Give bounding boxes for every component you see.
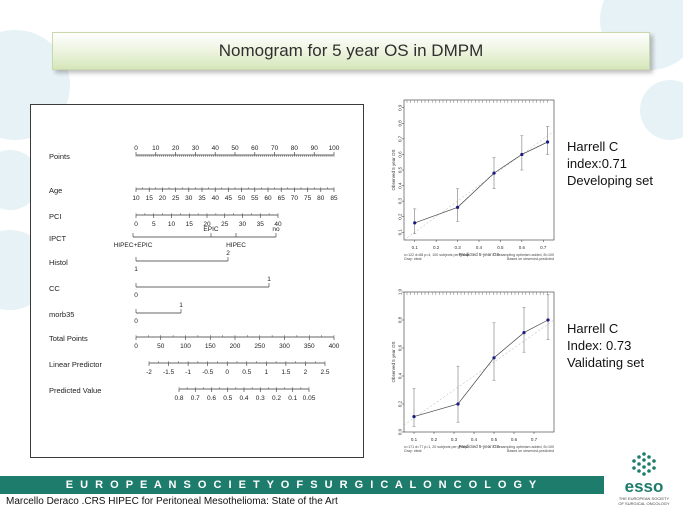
nomogram-tick-label: 90 xyxy=(310,145,318,152)
y-tick-label: 0.2 xyxy=(397,213,403,220)
nomogram-tick-label: -1.5 xyxy=(162,369,175,376)
nomogram-tick-label: 50 xyxy=(237,195,246,202)
nomogram-tick-label: 60 xyxy=(264,195,272,202)
nomogram-tick-label: 5 xyxy=(151,221,156,228)
x-tick-label: 0.1 xyxy=(410,437,418,442)
y-tick-label: 0.5 xyxy=(397,166,403,174)
harrell-index: Index: 0.73 xyxy=(567,338,632,353)
nomogram-panel xyxy=(30,104,364,458)
y-axis-label: Observed 5 year OS xyxy=(391,341,396,383)
nomogram-tick-label: 0.6 xyxy=(206,395,217,402)
y-tick-label: 0.3 xyxy=(397,197,403,205)
nomogram-tick-label: 400 xyxy=(328,343,340,350)
x-tick-label: 0.1 xyxy=(411,245,418,250)
calibration-point xyxy=(546,318,549,321)
caption-right-2: Based on observed-predicted xyxy=(507,449,554,453)
nomogram-tick-label: 25 xyxy=(171,195,180,202)
y-tick-label: 0.4 xyxy=(397,372,403,380)
calibration-plot-developing xyxy=(390,92,558,274)
harrell-line: Harrell C xyxy=(567,139,619,154)
nomogram xyxy=(31,105,363,457)
nomogram-tick-label: 200 xyxy=(229,343,241,350)
nomogram-tick-label: 300 xyxy=(279,343,290,350)
y-tick-label: 0.8 xyxy=(397,120,403,127)
slide-title: Nomogram for 5 year OS in DMPM xyxy=(218,41,484,60)
slide-title-bar xyxy=(52,32,650,70)
nomogram-tick-label: 15 xyxy=(145,195,153,202)
nomogram-tick-label: 10 xyxy=(167,221,176,228)
nomogram-tick-label: 0.3 xyxy=(255,395,265,402)
ideal-line xyxy=(404,320,554,425)
harrell-set: Validating set xyxy=(567,355,645,370)
nomogram-tick-label: 70 xyxy=(270,145,279,152)
x-axis-label: Predicted 5-year OS xyxy=(458,252,500,257)
y-tick-label: 0.0 xyxy=(397,428,403,436)
nomogram-row-label: Linear Predictor xyxy=(49,360,102,369)
nomogram-tick-label: no xyxy=(272,226,280,233)
calibration-point xyxy=(413,221,416,224)
y-tick-label: 1.0 xyxy=(397,288,403,296)
nomogram-tick-label: 1 xyxy=(267,276,271,283)
calibration-point xyxy=(492,356,495,359)
nomogram-tick-label: 0.8 xyxy=(174,395,184,402)
calibration-chart-developing xyxy=(390,92,558,274)
y-tick-label: 0.6 xyxy=(397,151,403,158)
nomogram-tick-label: 85 xyxy=(330,195,338,202)
nomogram-tick-label: 80 xyxy=(317,195,325,202)
nomogram-tick-label: 0.7 xyxy=(190,395,200,402)
nomogram-tick-label: 20 xyxy=(171,145,180,152)
nomogram-tick-label: 150 xyxy=(204,343,216,350)
esso-wordmark: esso xyxy=(624,477,664,496)
nomogram-tick-label: 70 xyxy=(290,195,299,202)
nomogram-tick-label: 100 xyxy=(328,145,340,152)
y-tick-label: 0.4 xyxy=(397,182,403,189)
nomogram-row-label: PCI xyxy=(49,212,62,221)
caption-left: n=171 d=77 p=1, 20 subjects per group xyxy=(404,445,467,449)
nomogram-tick-label: 1 xyxy=(134,266,138,273)
y-tick-label: 0.7 xyxy=(397,135,403,143)
nomogram-tick-label: 0 xyxy=(134,221,138,228)
nomogram-tick-label: 55 xyxy=(251,195,259,202)
harrell-note-validating xyxy=(567,320,644,371)
nomogram-tick-label: 30 xyxy=(185,195,193,202)
nomogram-row-label: CC xyxy=(49,284,60,293)
y-tick-label: 0.6 xyxy=(397,344,403,352)
slide-credit: Marcello Deraco .CRS HIPEC for Peritoneal Mesothelioma: State of the Art xyxy=(6,496,338,507)
plot-frame xyxy=(404,100,554,240)
esso-logo xyxy=(612,450,676,510)
esso-subtitle-line: THE EUROPEAN SOCIETY xyxy=(618,496,670,501)
esso-dots-icon xyxy=(612,450,676,478)
x-tick-label: 0.3 xyxy=(450,437,458,442)
calibration-line xyxy=(415,142,548,223)
nomogram-row-label: Age xyxy=(49,186,63,195)
nomogram-tick-label: 2.5 xyxy=(320,369,330,376)
x-tick-label: 0.7 xyxy=(540,245,547,250)
nomogram-tick-label: 10 xyxy=(132,195,140,202)
caption-left-2: Gray: ideal xyxy=(404,257,422,261)
harrell-index: index:0.71 xyxy=(567,156,627,171)
x-tick-label: 0.4 xyxy=(475,245,483,250)
nomogram-tick-label: 0 xyxy=(134,343,138,350)
nomogram-tick-label: 0 xyxy=(134,318,138,325)
background-circle xyxy=(640,80,683,140)
x-tick-label: 0.6 xyxy=(518,245,525,250)
x-tick-label: 0.3 xyxy=(454,245,461,250)
nomogram-tick-label: 60 xyxy=(251,145,259,152)
nomogram-tick-label: 30 xyxy=(191,145,200,152)
nomogram-tick-label: 35 xyxy=(256,221,264,228)
harrell-line: Harrell C xyxy=(567,321,619,336)
nomogram-tick-label: 0.5 xyxy=(223,395,233,402)
x-axis-label: Predicted 5-year OS xyxy=(458,444,500,449)
nomogram-tick-label: 2 xyxy=(226,250,230,257)
nomogram-tick-label: 350 xyxy=(303,343,315,350)
nomogram-tick-label: 65 xyxy=(277,195,285,202)
nomogram-tick-label: 10 xyxy=(152,145,160,152)
nomogram-tick-label: 0 xyxy=(134,292,138,299)
nomogram-tick-label: 20 xyxy=(203,221,211,228)
nomogram-tick-label: -0.5 xyxy=(202,369,214,376)
nomogram-tick-label: 0 xyxy=(134,145,138,152)
nomogram-tick-label: HIPEC+EPIC xyxy=(113,242,153,249)
nomogram-tick-label: 0.5 xyxy=(242,369,252,376)
nomogram-tick-label: 80 xyxy=(290,145,299,152)
nomogram-tick-label: 50 xyxy=(157,343,165,350)
nomogram-tick-label: 40 xyxy=(211,145,219,152)
y-axis-label: Observed 5 year OS xyxy=(391,149,396,191)
caption-left: n=122 d=68 p=4, 100 subjects per group xyxy=(404,253,469,257)
nomogram-tick-label: 0 xyxy=(225,369,230,376)
calibration-point xyxy=(520,153,523,156)
nomogram-tick-label: 2 xyxy=(303,369,308,376)
calibration-point xyxy=(456,402,459,405)
society-banner-text: E U R O P E A N S O C I E T Y O F S U R G I C A L O N C O L O G Y xyxy=(65,479,539,491)
plot-frame xyxy=(404,292,554,432)
x-tick-label: 0.6 xyxy=(510,437,518,442)
nomogram-tick-label: 25 xyxy=(221,221,229,228)
nomogram-tick-label: 50 xyxy=(231,145,239,152)
nomogram-tick-label: 45 xyxy=(224,195,233,202)
ideal-line xyxy=(404,131,554,240)
x-tick-label: 0.7 xyxy=(530,437,538,442)
nomogram-tick-label: 0.05 xyxy=(302,395,316,402)
nomogram-tick-label: EPIC xyxy=(203,226,219,233)
calibration-point xyxy=(456,206,459,209)
nomogram-tick-label: 0.4 xyxy=(239,395,249,402)
nomogram-row-label: Predicted Value xyxy=(49,386,102,395)
nomogram-tick-label: 40 xyxy=(211,195,219,202)
calibration-point xyxy=(522,331,525,334)
calibration-plot-validating xyxy=(390,284,558,466)
y-tick-label: 0.8 xyxy=(397,316,403,324)
nomogram-tick-label: 250 xyxy=(254,343,266,350)
x-tick-label: 0.4 xyxy=(470,437,478,442)
nomogram-row-label: Points xyxy=(49,152,70,161)
nomogram-tick-label: 40 xyxy=(274,221,282,228)
calibration-chart-validating xyxy=(390,284,558,466)
nomogram-tick-label: 75 xyxy=(303,195,312,202)
calibration-point xyxy=(546,140,549,143)
harrell-set: Developing set xyxy=(567,173,653,188)
nomogram-tick-label: 35 xyxy=(198,195,206,202)
calibration-point xyxy=(412,415,415,418)
caption-right: X - resampling optimism added, B=100 xyxy=(491,445,554,449)
nomogram-tick-label: 100 xyxy=(180,343,191,350)
nomogram-tick-label: 15 xyxy=(185,221,193,228)
nomogram-tick-label: 0.1 xyxy=(288,395,298,402)
nomogram-tick-label: -1 xyxy=(185,369,192,376)
nomogram-row-label: IPCT xyxy=(49,234,67,243)
calibration-point xyxy=(492,172,495,175)
society-banner xyxy=(0,476,604,494)
y-tick-label: 0.1 xyxy=(397,229,403,236)
nomogram-row-label: Histol xyxy=(49,258,68,267)
x-tick-label: 0.5 xyxy=(497,245,504,250)
nomogram-tick-label: 1.5 xyxy=(281,369,291,376)
x-tick-label: 0.5 xyxy=(490,437,498,442)
nomogram-tick-label: 1 xyxy=(264,369,269,376)
x-tick-label: 0.2 xyxy=(430,437,438,442)
esso-subtitle xyxy=(612,496,676,506)
nomogram-tick-label: HIPEC xyxy=(226,242,246,249)
nomogram-tick-label: -2 xyxy=(146,369,152,376)
caption-right: X - resampling optimism added, B=100 xyxy=(491,253,554,257)
nomogram-row-label: morb35 xyxy=(49,310,75,319)
caption-left-2: Gray: ideal xyxy=(404,449,422,453)
harrell-note-developing xyxy=(567,138,653,189)
y-tick-label: 0.9 xyxy=(397,104,403,111)
nomogram-tick-label: 1 xyxy=(179,302,183,309)
nomogram-tick-label: 20 xyxy=(158,195,167,202)
x-tick-label: 0.2 xyxy=(433,245,440,250)
caption-right-2: Based on observed-predicted xyxy=(507,257,554,261)
esso-subtitle-line: OF SURGICAL ONCOLOGY xyxy=(618,501,670,506)
y-tick-label: 0.2 xyxy=(397,400,403,408)
nomogram-tick-label: 0.2 xyxy=(271,395,282,402)
calibration-line xyxy=(414,320,548,417)
nomogram-row-label: Total Points xyxy=(49,334,88,343)
nomogram-tick-label: 30 xyxy=(238,221,247,228)
